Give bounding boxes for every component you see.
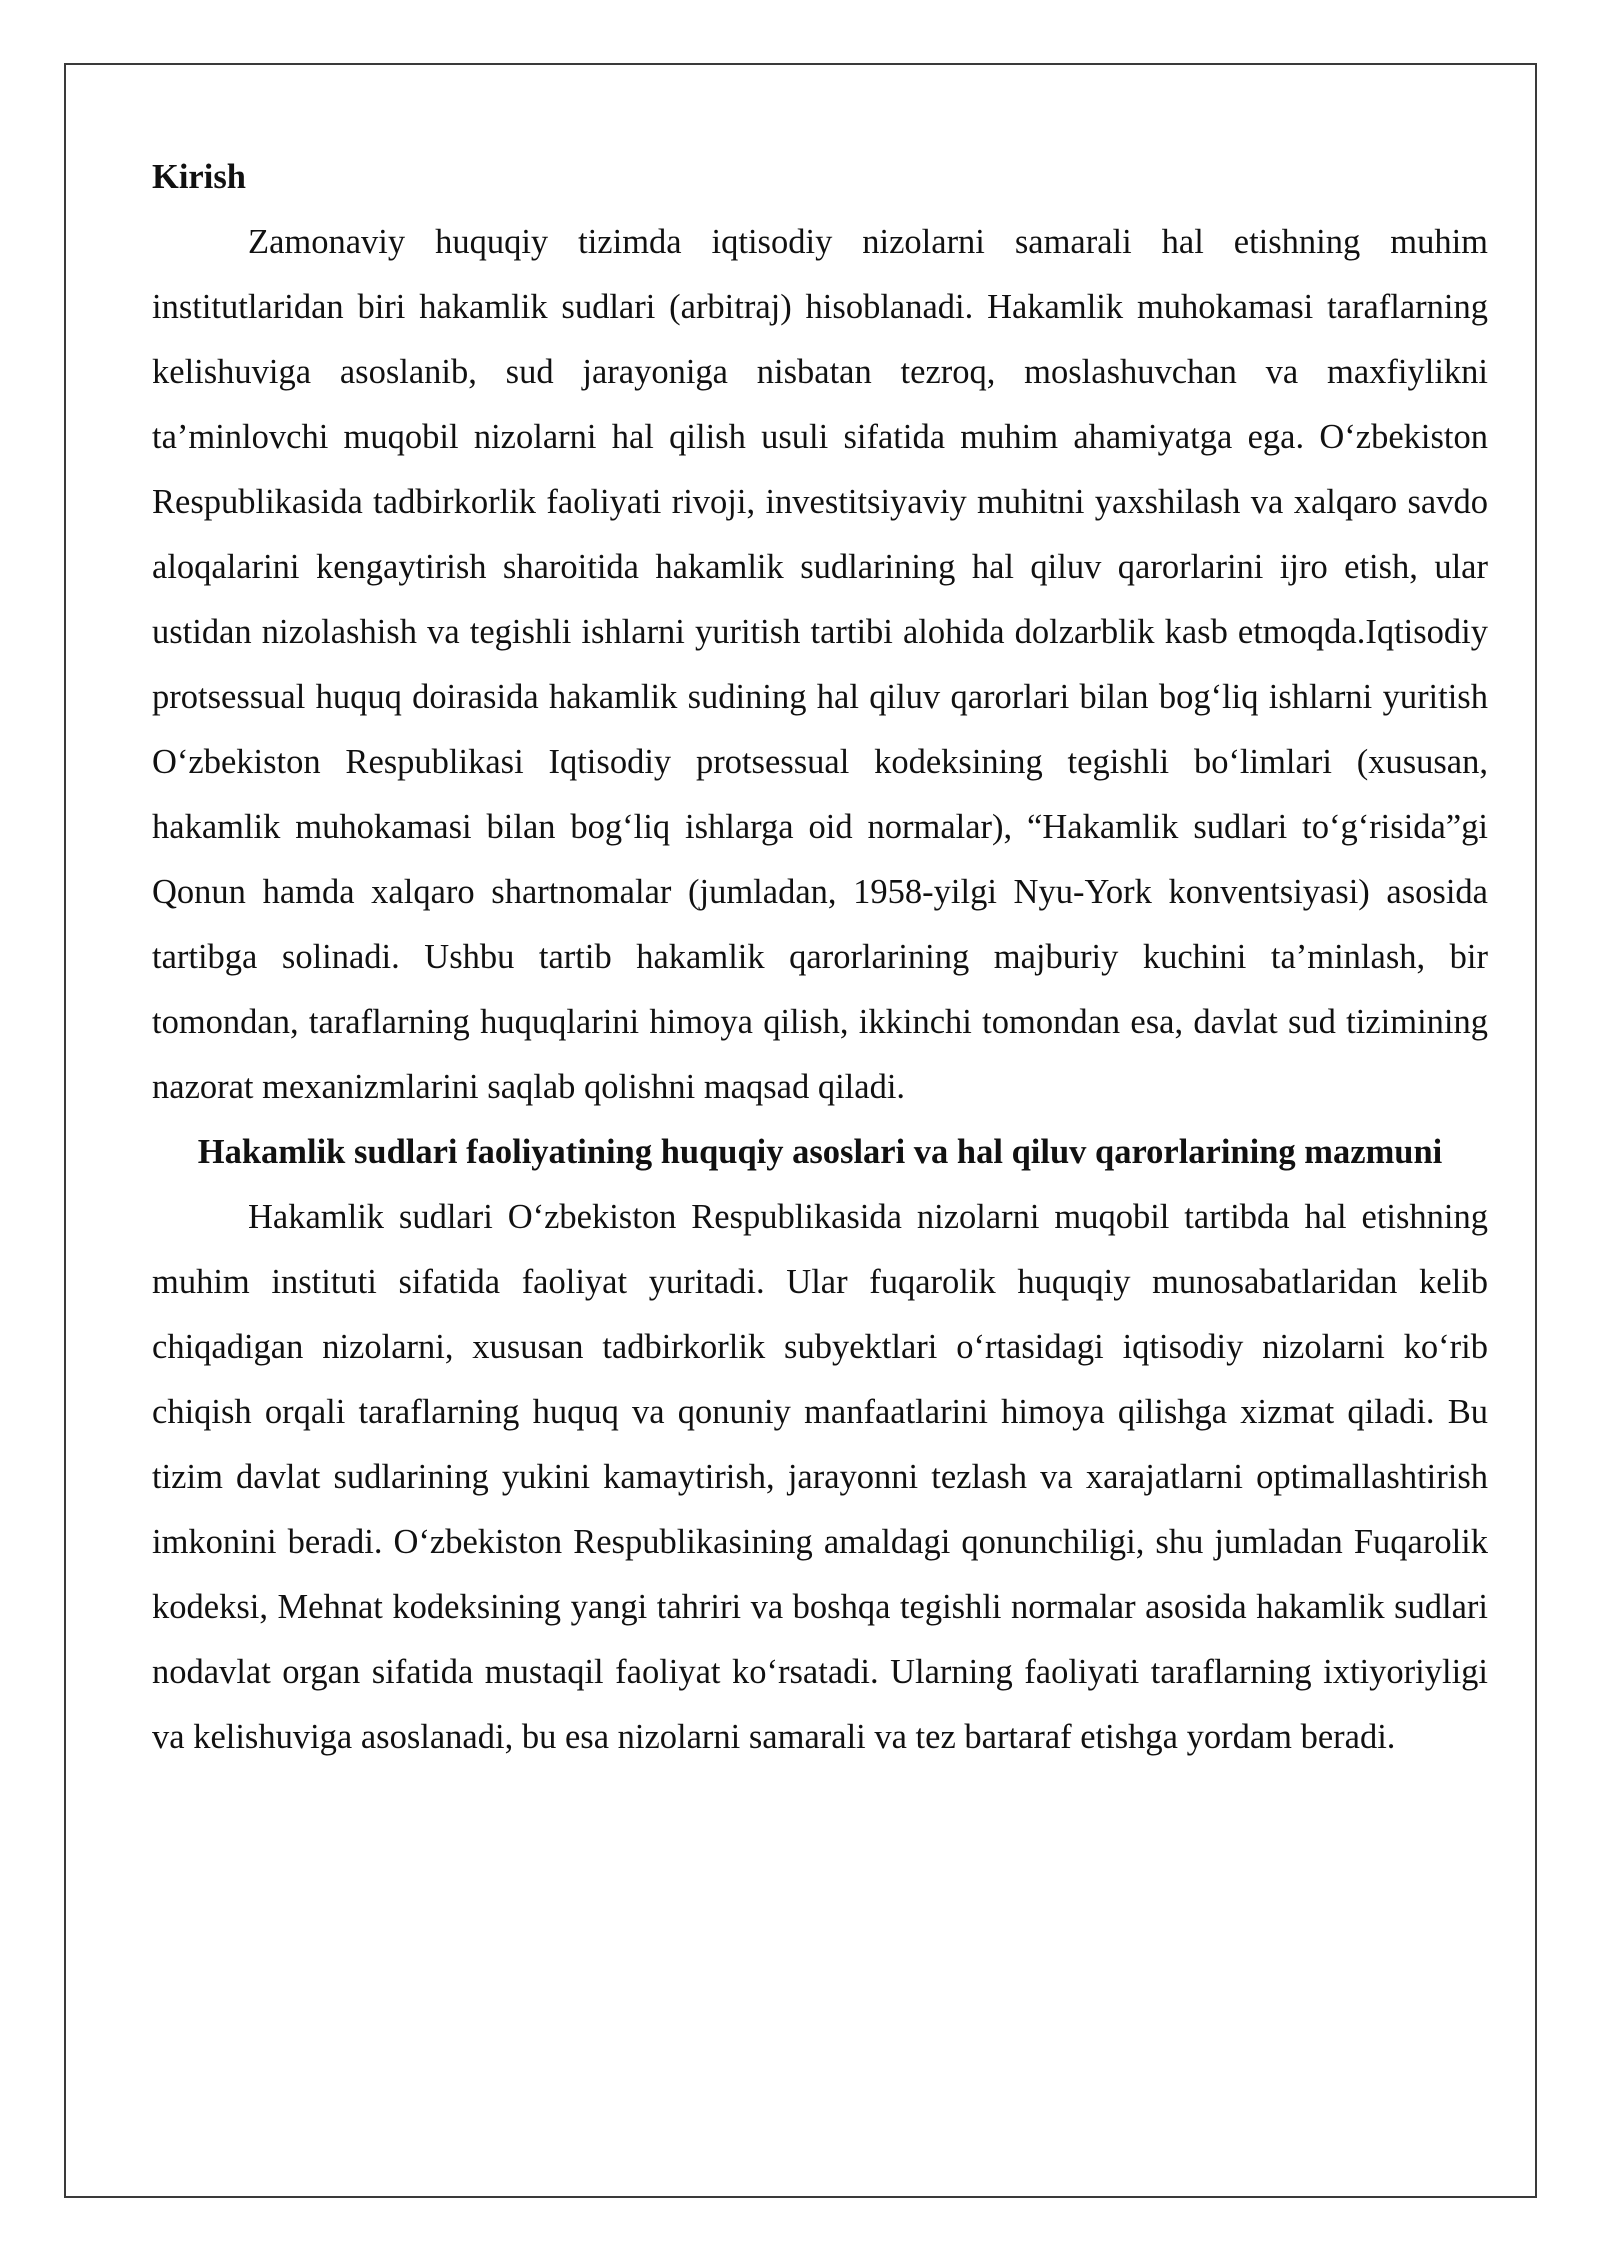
intro-heading: Kirish [152, 158, 246, 196]
document-body [152, 145, 1488, 1770]
section-heading: Hakamlik sudlari faoliyatining huquqiy asoslari va hal qiluv qarorlarining mazmuni [197, 1133, 1443, 1171]
section-paragraph: Hakamlik sudlari O‘zbekiston Respublikasida nizolarni muqobil tartibda hal etishning muhim instituti sifatida faoliyat yuritadi. Ular fuqarolik huquqiy munosabatlaridan kelib chiqadigan nizolarni, xususan tadbirkorlik subyektlari o‘rtasidagi iqtisodiy nizolarni ko‘rib chiqish orqali taraflarning huquq va qonuniy manfaatlarini himoya qilishga xizmat qiladi. Bu tizim davlat sudlarining yukini kamaytirish, jarayonni tezlash va xarajatlarni optimallashtirish imkonini beradi. O‘zbekiston Respublikasining amaldagi qonunchiligi, shu jumladan Fuqarolik kodeksi, Mehnat kodeksining yangi tahriri va boshqa tegishli normalar asosida hakamlik sudlari nodavlat organ sifatida mustaqil faoliyat ko‘rsatadi. Ularning faoliyati taraflarning ixtiyoriyligi va kelishuviga asoslanadi, bu esa nizolarni samarali va tez bartaraf etishga yordam beradi. [152, 1198, 1488, 1756]
intro-paragraph: Zamonaviy huquqiy tizimda iqtisodiy nizolarni samarali hal etishning muhim institutlaridan biri hakamlik sudlari (arbitraj) hisoblanadi. Hakamlik muhokamasi taraflarning kelishuviga asoslanib, sud jarayoniga nisbatan tezroq, moslashuvchan va maxfiylikni ta’minlovchi muqobil nizolarni hal qilish usuli sifatida muhim ahamiyatga ega. O‘zbekiston Respublikasida tadbirkorlik faoliyati rivoji, investitsiyaviy muhitni yaxshilash va xalqaro savdo aloqalarini kengaytirish sharoitida hakamlik sudlarining hal qiluv qarorlarini ijro etish, ular ustidan nizolashish va tegishli ishlarni yuritish tartibi alohida dolzarblik kasb etmoqda.Iqtisodiy protsessual huquq doirasida hakamlik sudining hal qiluv qarorlari bilan bog‘liq ishlarni yuritish O‘zbekiston Respublikasi Iqtisodiy protsessual kodeksining tegishli bo‘limlari (xususan, hakamlik muhokamasi bilan bog‘liq ishlarga oid normalar), “Hakamlik sudlari to‘g‘risida”gi Qonun hamda xalqaro shartnomalar (jumladan, 1958-yilgi Nyu-York konventsiyasi) asosida tartibga solinadi. Ushbu tartib hakamlik qarorlarining majburiy kuchini ta’minlash, bir tomondan, taraflarning huquqlarini himoya qilish, ikkinchi tomondan esa, davlat sud tizimining nazorat mexanizmlarini saqlab qolishni maqsad qiladi. [152, 223, 1488, 1106]
